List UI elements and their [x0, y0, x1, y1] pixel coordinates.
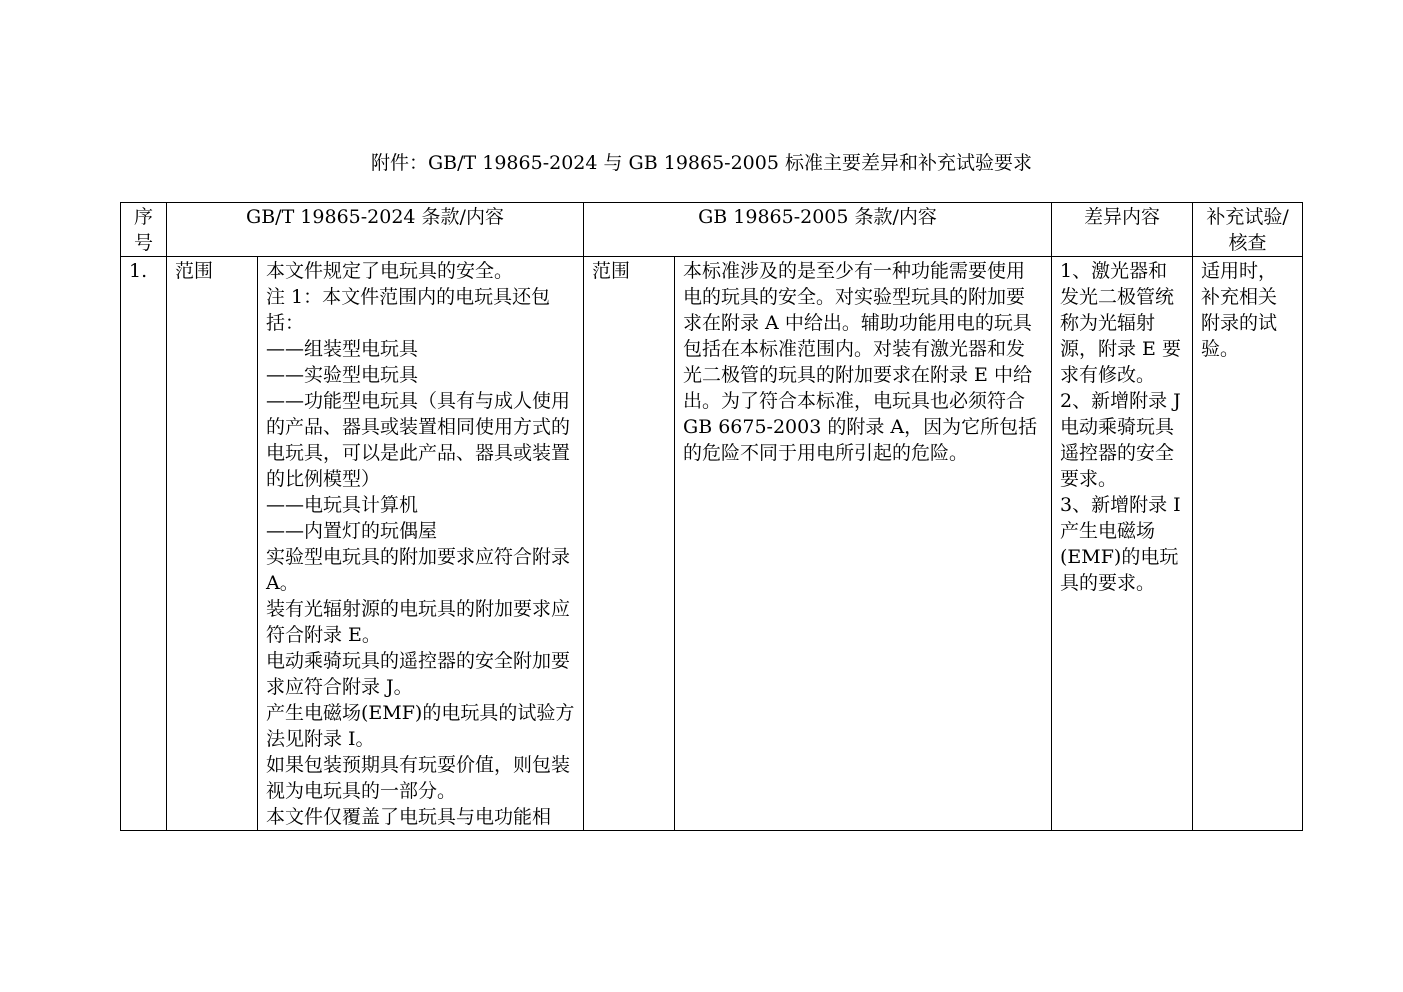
gbt-content-line: 本文件规定了电玩具的安全。 [266, 260, 514, 282]
gbt-content-line: 本文件仅覆盖了电玩具与电功能相 [266, 806, 552, 828]
gbt-content [258, 257, 584, 831]
header-no: 序号 [121, 203, 167, 257]
gb-clause: 范围 [584, 257, 675, 831]
gbt-content-line: ——电玩具计算机 [266, 494, 419, 516]
difference-item: 3、新增附录 I 产生电磁场(EMF)的电玩具的要求。 [1060, 494, 1181, 594]
row-number: 1. [121, 257, 167, 831]
comparison-table [120, 202, 1303, 831]
gbt-content-line: 装有光辐射源的电玩具的附加要求应符合附录 E。 [266, 598, 571, 646]
difference-item: 1、激光器和发光二极管统称为光辐射源，附录 E 要求有修改。 [1060, 260, 1181, 386]
gbt-clause: 范围 [167, 257, 258, 831]
table-row [121, 257, 1303, 831]
difference-item: 2、新增附录 J 电动乘骑玩具遥控器的安全要求。 [1060, 390, 1181, 490]
gbt-content-line: ——组装型电玩具 [266, 338, 419, 360]
gbt-content-line: 产生电磁场(EMF)的电玩具的试验方法见附录 I。 [266, 702, 575, 750]
gbt-content-line: ——功能型电玩具（具有与成人使用的产品、器具或装置相同使用方式的电玩具，可以是此产品、器具或装置的比例模型） [266, 390, 571, 490]
header-gb-2005: GB 19865-2005 条款/内容 [584, 203, 1052, 257]
gbt-content-line: 电动乘骑玩具的遥控器的安全附加要求应符合附录 J。 [266, 650, 571, 698]
gbt-content-line: 如果包装预期具有玩耍价值，则包装视为电玩具的一部分。 [266, 754, 571, 802]
gbt-content-line: ——实验型电玩具 [266, 364, 419, 386]
difference-content [1052, 257, 1193, 831]
header-difference: 差异内容 [1052, 203, 1193, 257]
header-supplementary-test: 补充试验/核查 [1193, 203, 1303, 257]
table-header-row [121, 203, 1303, 257]
document-title: 附件：GB/T 19865-2024 与 GB 19865-2005 标准主要差异和补充试验要求 [371, 152, 1032, 174]
header-gbt-2024: GB/T 19865-2024 条款/内容 [167, 203, 584, 257]
gbt-content-line: 注 1：本文件范围内的电玩具还包括： [266, 286, 551, 334]
supplementary-test: 适用时，补充相关附录的试验。 [1193, 257, 1303, 831]
gb-content: 本标准涉及的是至少有一种功能需要使用电的玩具的安全。对实验型玩具的附加要求在附录 A 中给出。辅助功能用电的玩具包括在本标准范围内。对装有激光器和发光二极管的玩具的附加要求在附录 E 中给出。为了符合本标准，电玩具也必须符合 GB 6675-2003 的附录 A，因为它所包括的危险不同于用电所引起的危险。 [675, 257, 1052, 831]
gbt-content-line: ——内置灯的玩偶屋 [266, 520, 438, 542]
gbt-content-line: 实验型电玩具的附加要求应符合附录 A。 [266, 546, 571, 594]
